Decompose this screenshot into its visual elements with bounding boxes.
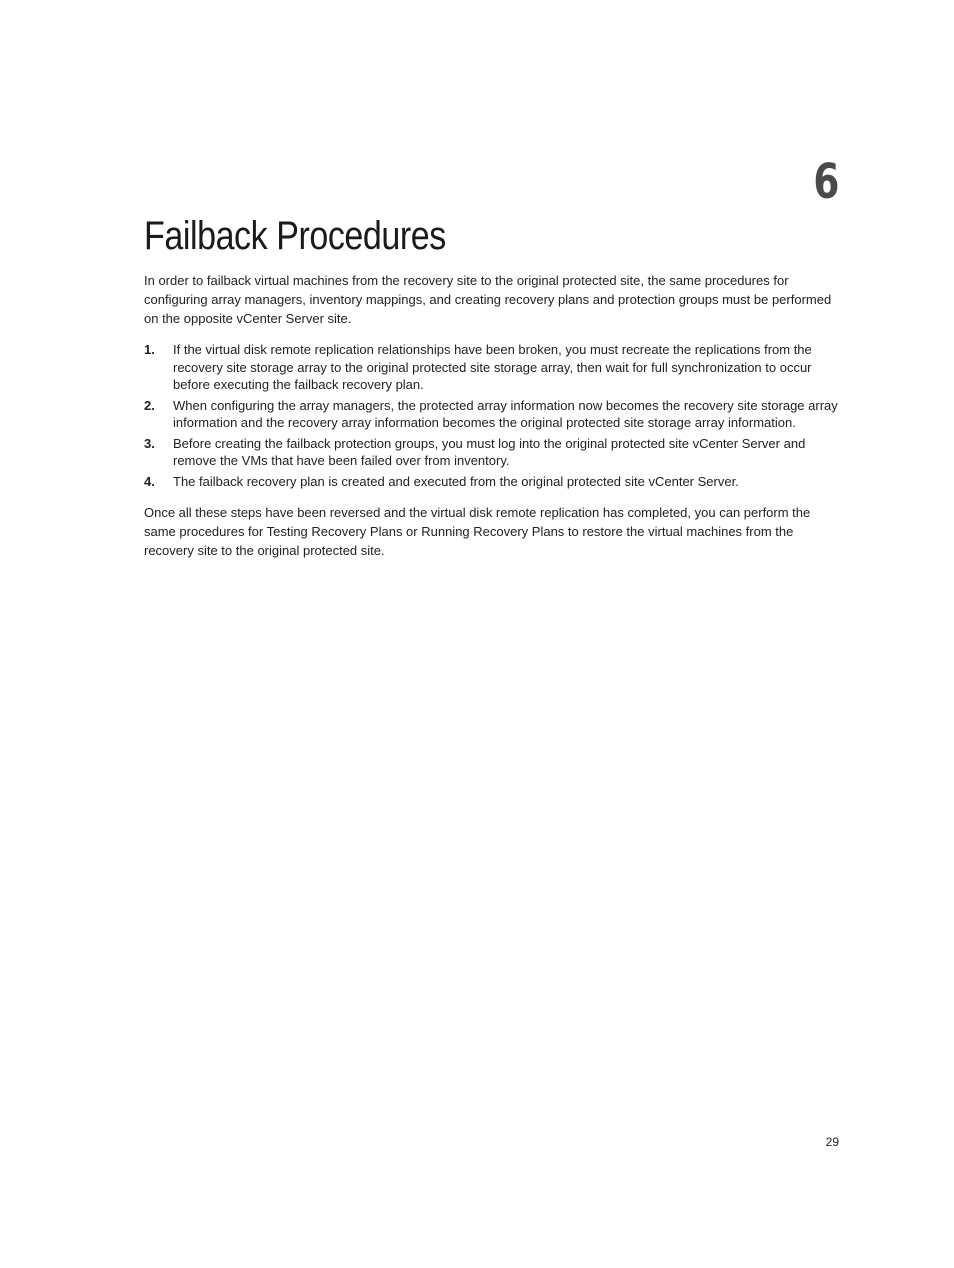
step-text: When configuring the array managers, the protected array information now becomes the recovery site storage array information and the recovery array information becomes the original protected site storage array information. (173, 397, 838, 430)
step-number: 3. (144, 435, 155, 451)
chapter-body (144, 271, 840, 573)
step-number: 2. (144, 397, 155, 413)
step-item (144, 341, 840, 394)
step-text: If the virtual disk remote replication relationships have been broken, you must recreate the replications from the recovery site storage array to the original protected site storage array, then wait for full synchronization to occur before executing the failback recovery plan. (173, 342, 812, 392)
step-number: 1. (144, 342, 155, 357)
page-number: 29 (825, 1135, 839, 1149)
step-item (144, 473, 840, 491)
intro-paragraph: In order to failback virtual machines from the recovery site to the original protected site, the same procedures for configuring array managers, inventory mappings, and creating recovery plans and protection groups must be performed on the opposite vCenter Server site. (144, 273, 832, 326)
step-item (144, 435, 840, 470)
procedure-steps (144, 341, 840, 490)
closing-paragraph: Once all these steps have been reversed and the virtual disk remote replication has completed, you can perform the same procedures for Testing Recovery Plans or Running Recovery Plans to restore the virtual machines from the recovery site to the original protected site. (144, 505, 811, 558)
chapter-title: Failback Procedures (144, 214, 446, 258)
step-text: The failback recovery plan is created and executed from the original protected site vCenter Server. (173, 473, 739, 489)
step-text: Before creating the failback protection groups, you must log into the original protected site vCenter Server and remove the VMs that have been failed over from inventory. (173, 435, 806, 468)
step-number: 4. (144, 473, 155, 489)
chapter-number: 6 (812, 154, 839, 210)
step-item (144, 397, 840, 432)
